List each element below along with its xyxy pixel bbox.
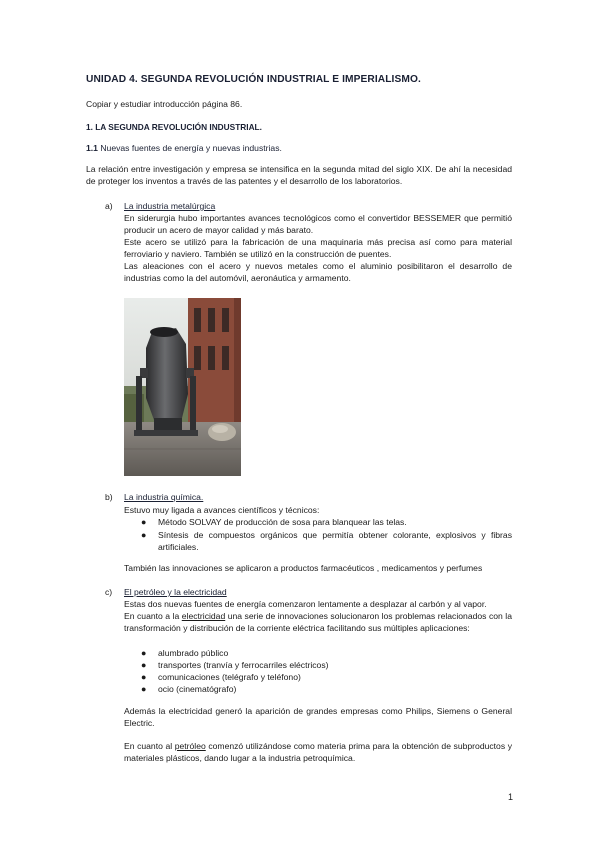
section-c-item-3: comunicaciones (telégrafo y teléfono) (158, 672, 301, 682)
page-title: UNIDAD 4. SEGUNDA REVOLUCIÓN INDUSTRIAL E IMPERIALISMO. (86, 74, 421, 85)
bullet-icon: ● (141, 517, 147, 527)
section-c-p4-pre: En cuanto al (124, 741, 175, 751)
section-c-paragraph-2 (124, 610, 512, 634)
section-c-p4-post: comenzó utilizándose como materia prima para la obtención de subproductos y materiales plásticos, dando lugar a la industria petroquímica. (124, 741, 512, 763)
bullet-icon: ● (141, 660, 147, 670)
section-c-paragraph-1: Estas dos nuevas fuentes de energía comenzaron lentamente a desplazar al carbón y al vapor. (124, 599, 487, 609)
section-c-item-4: ocio (cinematógrafo) (158, 684, 237, 694)
section-a-title: La industria metalúrgica (124, 201, 216, 211)
intro-paragraph: La relación entre investigación y empresa se intensifica en la segunda mitad del siglo XIX. De ahí la necesidad de proteger los inventos a través de las patentes y el desarrollo de los laboratorios. (86, 164, 512, 186)
petroleo-term: petróleo (174, 741, 206, 751)
section-c-paragraph-4 (124, 740, 512, 764)
section-b-item-2: Síntesis de compuestos orgánicos que permitía obtener colorante, explosivos y fibras artificiales. (158, 530, 512, 552)
bessemer-converter-photo (124, 298, 241, 476)
subsection-heading (86, 142, 282, 154)
electricidad-term: electricidad (181, 611, 226, 621)
subsection-text: Nuevas fuentes de energía y nuevas industrias. (100, 143, 282, 153)
section-c-paragraph-3: Además la electricidad generó la aparición de grandes empresas como Philips, Siemens o General Electric. (124, 706, 512, 728)
section-a-paragraph-1: En siderurgia hubo importantes avances tecnológicos como el convertidor BESSEMER que permitió producir un acero de mayor calidad y más barato. (124, 213, 512, 235)
bullet-icon: ● (141, 648, 147, 658)
section-c-p2-pre: En cuanto a la (124, 611, 182, 621)
section-b-intro: Estuvo muy ligada a avances científicos y técnicos: (124, 505, 320, 515)
section-a-label: a) (105, 201, 113, 211)
subsection-number: 1.1 (86, 143, 98, 153)
section-b-item-1: Método SOLVAY de producción de sosa para blanquear las telas. (158, 517, 407, 527)
section-heading: 1. LA SEGUNDA REVOLUCIÓN INDUSTRIAL. (86, 122, 262, 132)
section-a-paragraph-2: Este acero se utilizó para la fabricación de una maquinaria más precisa así como para material ferroviario y naviero. También se utilizó en la construcción de puentes. (124, 237, 512, 259)
section-c-item-2: transportes (tranvía y ferrocarriles eléctricos) (158, 660, 329, 670)
section-c-item-1: alumbrado público (158, 648, 229, 658)
bullet-icon: ● (141, 530, 147, 540)
section-c-title: El petróleo y la electricidad (124, 587, 227, 597)
section-c-label: c) (105, 587, 113, 597)
section-b-label: b) (105, 492, 113, 502)
section-b-note: También las innovaciones se aplicaron a productos farmacéuticos , medicamentos y perfumes (124, 563, 483, 573)
section-c-p2-post: una serie de innovaciones solucionaron los problemas relacionados con la transformación y distribución de la corriente eléctrica facilitando sus múltiples aplicaciones: (124, 611, 512, 633)
section-b-title: La industria química. (124, 492, 204, 502)
page-number: 1 (508, 792, 514, 802)
section-a-paragraph-3: Las aleaciones con el acero y nuevos metales como el aluminio posibilitaron el desarrollo de industrias como la del automóvil, aeronáutica y armamento. (124, 261, 512, 283)
bullet-icon: ● (141, 684, 147, 694)
bullet-icon: ● (141, 672, 147, 682)
instruction-text: Copiar y estudiar introducción página 86. (86, 99, 243, 109)
